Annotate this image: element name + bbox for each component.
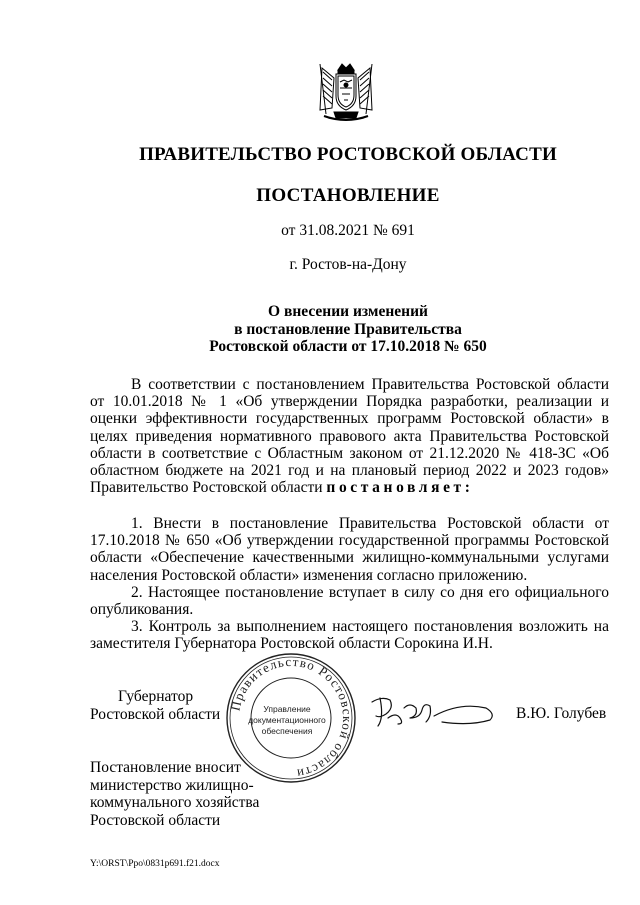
note-line-2: министерство жилищно- <box>90 776 254 794</box>
stamp-ring-text: Правительство Ростовской области <box>227 653 356 782</box>
stamp-center-line-2: документационного <box>248 715 326 725</box>
preamble-text: В соответствии с постановлением Правительства Ростовской области от 10.01.2018 № 1 «Об утверждении Порядка разработки, реализации и оценки эффективности государственных программ Ростовской области» в целях приведения нормативного правового акта Правительства Ростовской области в соответствие с Областным законом от 21.12.2020 № 418-ЗС «Об областном бюджете на 2021 год и на плановый период 2022 и 2023 годов» Правительство Ростовской области <box>90 376 609 497</box>
resolution-item-2: 2. Настоящее постановление вступает в силу со дня его официального опубликования. <box>90 583 609 619</box>
government-title: ПРАВИТЕЛЬСТВО РОСТОВСКОЙ ОБЛАСТИ <box>139 144 557 165</box>
document-city: г. Ростов-на-Дону <box>289 256 407 273</box>
resolution-items <box>90 515 609 653</box>
signatory-name: В.Ю. Голубев <box>516 705 607 722</box>
heading-line-2: в постановление Правительства <box>234 320 462 338</box>
signatory-position-line-2: Ростовской области <box>90 705 221 723</box>
signatory-position-line-1: Губернатор <box>118 688 194 705</box>
document-heading <box>0 303 640 356</box>
document-type: ПОСТАНОВЛЕНИЕ <box>256 185 440 206</box>
file-path: Y:\ORST\Ppo\0831p691.f21.docx <box>90 859 220 869</box>
submitted-by-note <box>90 759 259 829</box>
resolution-item-1: 1. Внести в постановление Правительства Ростовской области от 17.10.2018 № 650 «Об утверждении государственной программы Ростовской области «Обеспечение качественными жилищно-коммунальными услугами населения Ростовской области» изменения согласно приложению. <box>90 515 609 584</box>
stamp-center-line-1: Управление <box>263 704 311 714</box>
note-line-1: Постановление вносит <box>90 759 241 776</box>
note-line-4: Ростовской области <box>90 811 221 829</box>
preamble-paragraph <box>90 376 609 496</box>
coat-of-arms-emblem <box>314 60 378 126</box>
signatory-position <box>90 688 220 723</box>
resolves-word: постановляет: <box>326 479 474 497</box>
heading-line-1: О внесении изменений <box>268 303 428 320</box>
heading-line-3: Ростовской области от 17.10.2018 № 650 <box>209 338 487 355</box>
document-date-number: от 31.08.2021 № 691 <box>281 222 415 239</box>
resolution-item-3: 3. Контроль за выполнением настоящего постановления возложить на заместителя Губернатора Ростовской области Сорокина И.Н. <box>90 618 609 653</box>
stamp-center-line-3: обеспечения <box>261 726 313 736</box>
handwritten-signature <box>360 688 500 732</box>
note-line-3: коммунального хозяйства <box>90 794 260 811</box>
